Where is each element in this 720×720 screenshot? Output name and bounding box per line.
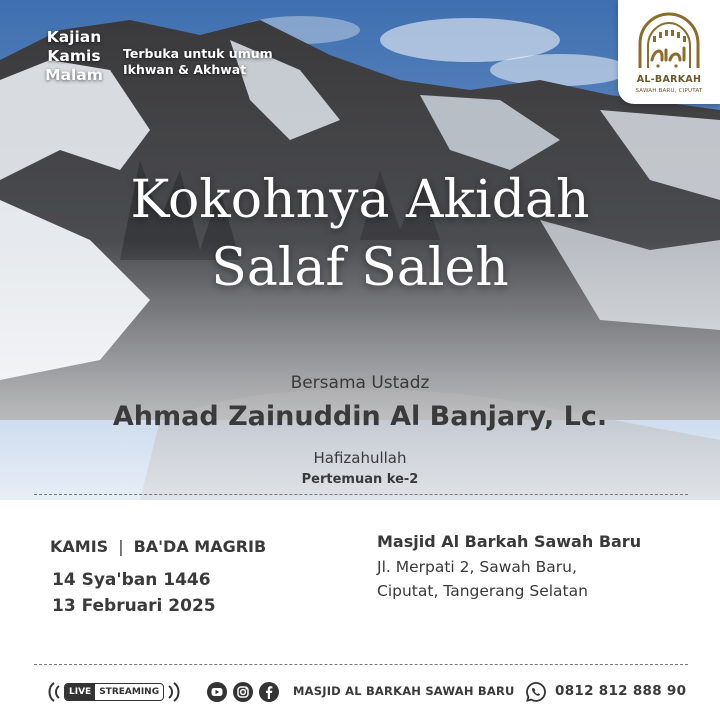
whatsapp-icon <box>525 681 547 703</box>
instagram-icon <box>233 682 253 702</box>
event-title-line-1: Kokohnya Akidah <box>130 170 590 230</box>
contact-phone: 0812 812 888 90 <box>555 683 687 699</box>
mosque-logo <box>618 0 720 104</box>
logo-location: SAWAH BARU, CIPUTAT <box>635 88 703 94</box>
hijri-date: 14 Sya'ban 1446 <box>52 570 211 590</box>
schedule-day: KAMIS <box>50 537 109 556</box>
divider-top <box>34 494 688 495</box>
broadcast-left-icon <box>44 680 64 704</box>
live-streaming-badge <box>44 678 184 706</box>
venue-address-line-1: Jl. Merpati 2, Sawah Baru, <box>377 558 577 576</box>
youtube-icon <box>207 682 227 702</box>
series-line-1: Kajian <box>46 28 102 46</box>
facebook-icon <box>259 682 279 702</box>
streaming-label: STREAMING <box>99 687 160 697</box>
venue-address-line-2: Ciputat, Tangerang Selatan <box>377 582 588 600</box>
speaker-prefix: Bersama Ustadz <box>290 373 430 393</box>
audience-note <box>123 46 273 78</box>
broadcast-right-icon <box>164 680 184 704</box>
audience-line-2: Ikhwan & Akhwat <box>123 62 247 77</box>
schedule-after-prayer: BA'DA MAGRIB <box>133 537 267 556</box>
mosque-dome-icon <box>632 10 706 72</box>
live-label: LIVE <box>65 684 95 700</box>
divider-bottom <box>34 664 688 665</box>
session-number: Pertemuan ke-2 <box>301 472 419 487</box>
event-title-line-2: Salaf Saleh <box>211 238 509 298</box>
gregorian-date: 13 Februari 2025 <box>52 596 216 616</box>
series-line-2: Kamis <box>47 47 101 65</box>
schedule-separator: | <box>118 537 124 556</box>
live-streaming-label <box>64 683 164 701</box>
organization-name: MASJID AL BARKAH SAWAH BARU <box>293 684 515 698</box>
logo-name: AL-BARKAH <box>636 74 702 85</box>
series-line-3: Malam <box>45 66 103 84</box>
schedule-time <box>50 537 266 556</box>
audience-line-1: Terbuka untuk umum <box>123 46 273 61</box>
speaker-name: Ahmad Zainuddin Al Banjary, Lc. <box>112 401 608 432</box>
series-label <box>34 28 114 85</box>
speaker-honorific: Hafizahullah <box>313 449 407 467</box>
venue-name: Masjid Al Barkah Sawah Baru <box>377 532 642 551</box>
